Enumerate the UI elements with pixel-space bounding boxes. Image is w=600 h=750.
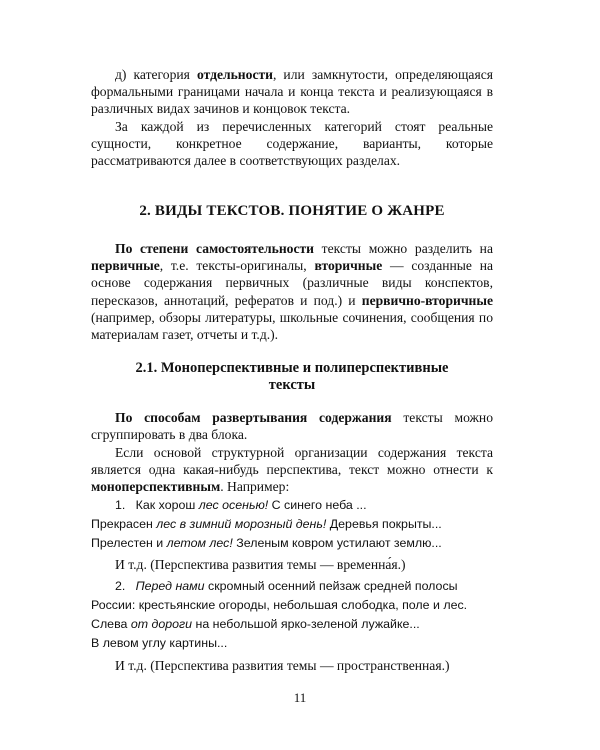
- text-run: (например, обзоры литературы, школьные сочинения, сообщения по материалам газет, отчеты и т.д.).: [91, 309, 493, 343]
- paragraph-category-separateness: [91, 66, 493, 118]
- text-run: на небольшой ярко-зеленой лужайке...: [192, 617, 420, 631]
- text-run: Деревья покрыты...: [326, 517, 442, 531]
- bold-term: моноперспективным: [91, 479, 221, 495]
- text-run: Прекрасен: [91, 517, 157, 531]
- text-run: тексты можно сгруппировать в два блока.: [91, 410, 493, 443]
- text-run: скромный осенний пейзаж средней полосы: [204, 579, 458, 593]
- italic-phrase: лес осенью!: [198, 498, 269, 512]
- example-line: [91, 515, 493, 534]
- italic-phrase: Перед нами: [135, 579, 205, 593]
- bold-term: первично-вторичные: [361, 292, 493, 308]
- example-2: [91, 577, 493, 653]
- bold-term: отдельности: [196, 67, 273, 82]
- subsection-title-line: 2.1. Моноперспективные и полиперспективные: [135, 360, 449, 376]
- text-run: — созданные на основе содержания первичных (различные виды конспектов, пересказов, аннотаций, рефератов и под.) и: [91, 258, 493, 308]
- bold-term: По степени самостоятельности: [115, 241, 314, 256]
- italic-phrase: лес в зимний морозный день!: [156, 517, 327, 531]
- example-2-closing: И т.д. (Перспектива развития темы — пространственная.): [115, 658, 450, 673]
- example-line: В левом углу картины...: [91, 636, 228, 650]
- example-1-closing: И т.д. (Перспектива развития темы — временна́я.): [115, 557, 406, 572]
- text-run: Если основой структурной организации содержания текста является одна какая-нибудь перспектива, текст можно отнести к: [91, 445, 493, 478]
- example-line: [91, 534, 493, 553]
- paragraph-text-independence: [91, 240, 493, 343]
- paragraph-monoperspective: [91, 444, 493, 496]
- bold-term: По способам развертывания содержания: [115, 410, 392, 425]
- example-line: [91, 615, 493, 634]
- example-line: [91, 577, 493, 596]
- text-run: , т.е. тексты-оригиналы,: [159, 258, 315, 274]
- paragraph-categories-essence: За каждой из перечисленных категорий стоят реальные сущности, конкретное содержание, варианты, которые рассматриваются далее в соответствующих разделах.: [91, 119, 493, 169]
- example-line: России: крестьянские огороды, небольшая слободка, поле и лес.: [91, 598, 468, 612]
- text-run: тексты можно разделить на: [314, 241, 493, 256]
- text-run: Слева: [91, 617, 131, 631]
- italic-phrase: летом лес!: [166, 536, 233, 550]
- text-run: , или замкнутости, определяющаяся формальными границами начала и конца текста и реализующаяся в различных видах зачинов и концовок текста.: [91, 67, 494, 117]
- bold-term: вторичные: [314, 258, 383, 274]
- example-number: 2.: [115, 579, 126, 593]
- bold-term: первичные: [91, 258, 160, 274]
- text-run: д) категория: [115, 67, 197, 82]
- text-run: Зеленым ковром устилают землю...: [232, 536, 442, 550]
- example-1: [91, 496, 493, 553]
- page-number: 11: [293, 690, 307, 705]
- subsection-title-line: тексты: [268, 377, 316, 393]
- example-line: [91, 496, 493, 515]
- section-title: 2. ВИДЫ ТЕКСТОВ. ПОНЯТИЕ О ЖАНРЕ: [139, 203, 445, 219]
- example-number: 1.: [115, 498, 126, 512]
- subsection-title: [91, 360, 493, 394]
- paragraph-content-development: [91, 409, 493, 443]
- text-run: Прелестен и: [91, 536, 167, 550]
- text-run: С синего неба ...: [268, 498, 367, 512]
- text-run: Как хорош: [135, 498, 199, 512]
- text-run: . Например:: [220, 479, 290, 495]
- italic-phrase: от дороги: [130, 617, 193, 631]
